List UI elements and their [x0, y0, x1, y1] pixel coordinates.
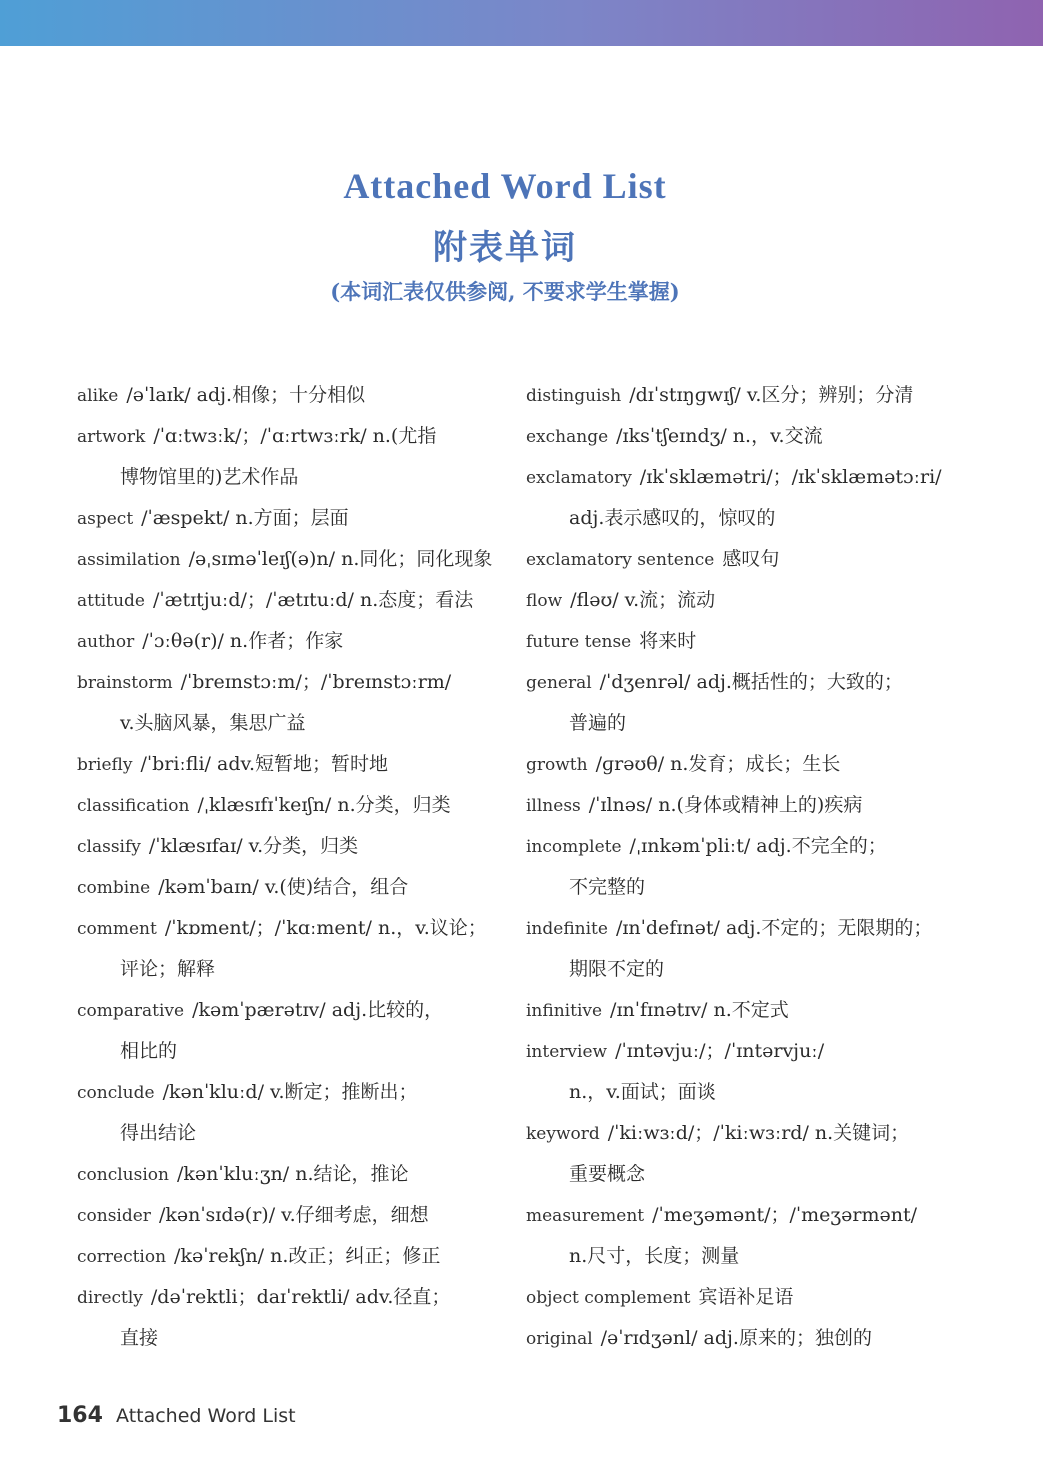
headword: brainstorm — [77, 673, 173, 693]
definition-text: /ˈɪlnəs/ n.(身体或精神上的)疾病 — [588, 794, 863, 816]
definition-text: /ɪksˈtʃeɪndʒ/ n.，v.交流 — [616, 425, 823, 447]
definition-text: /kəmˈpærətɪv/ adj.比较的， — [192, 999, 444, 1021]
headword: exchange — [526, 427, 609, 447]
definition-text: /ɪnˈdefɪnət/ adj.不定的；无限期的； — [615, 917, 933, 939]
definition-text: /ˈdʒenrəl/ adj.概括性的；大致的； — [599, 671, 903, 693]
headword: keyword — [526, 1124, 600, 1144]
word-entry — [526, 990, 1006, 1031]
word-entry-continuation — [77, 1113, 517, 1154]
definition-text: /əˌsɪməˈleɪʃ(ə)n/ n.同化；同化现象 — [188, 548, 493, 570]
headword: conclusion — [77, 1165, 169, 1185]
headword: infinitive — [526, 1001, 603, 1021]
headword: illness — [526, 796, 581, 816]
word-entry — [77, 498, 517, 539]
word-entry — [77, 990, 517, 1031]
word-entry — [77, 908, 517, 949]
definition-text: /dəˈrektli；daɪˈrektli/ adv.径直； — [150, 1286, 451, 1308]
definition-text: /ˈkiːwɜːd/；/ˈkiːwɜːrd/ n.关键词； — [607, 1122, 910, 1144]
word-entry-continuation — [526, 703, 1006, 744]
headword: aspect — [77, 509, 134, 529]
word-entry-continuation — [77, 949, 517, 990]
word-entry — [526, 580, 1006, 621]
left-word-column — [77, 375, 517, 1359]
page-subtitle: (本词汇表仅供参阅, 不要求学生掌握) — [330, 279, 680, 304]
definition-text: v.头脑风暴，集思广益 — [120, 712, 306, 734]
definition-text: /ɪkˈsklæmətri/；/ɪkˈsklæmətɔːri/ — [639, 466, 942, 488]
definition-text: 不完整的 — [569, 876, 646, 898]
word-entry-continuation — [526, 949, 1006, 990]
page-number: 164 — [57, 1403, 103, 1428]
word-entry — [526, 1318, 1006, 1359]
headword: indefinite — [526, 919, 608, 939]
word-entry — [526, 744, 1006, 785]
word-entry-continuation — [526, 1236, 1006, 1277]
top-color-bar — [0, 0, 1043, 46]
headword: comment — [77, 919, 157, 939]
definition-text: 评论；解释 — [120, 958, 216, 980]
word-entry — [77, 744, 517, 785]
word-entry — [526, 1113, 1006, 1154]
headword: distinguish — [526, 386, 622, 406]
headword: future tense — [526, 632, 632, 652]
word-entry — [77, 621, 517, 662]
word-entry — [77, 539, 517, 580]
word-entry — [526, 1195, 1006, 1236]
word-entry-continuation — [526, 1154, 1006, 1195]
word-entry-continuation — [526, 1072, 1006, 1113]
definition-text: /ˈæspekt/ n.方面；层面 — [141, 507, 349, 529]
word-entry — [526, 539, 1006, 580]
headword: classify — [77, 837, 141, 857]
headword: flow — [526, 591, 563, 611]
headword: growth — [526, 755, 588, 775]
word-entry-continuation — [77, 703, 517, 744]
definition-text: /ɡrəʊθ/ n.发育；成长；生长 — [595, 753, 841, 775]
word-entry — [77, 375, 517, 416]
definition-text: /ˌɪnkəmˈpliːt/ adj.不完全的； — [629, 835, 887, 857]
headword: alike — [77, 386, 119, 406]
headword: assimilation — [77, 550, 181, 570]
headword: attitude — [77, 591, 145, 611]
headword: directly — [77, 1288, 143, 1308]
word-entry — [77, 1072, 517, 1113]
word-entry — [526, 375, 1006, 416]
definition-text: /ˈbreɪnstɔːm/；/ˈbreɪnstɔːrm/ — [180, 671, 452, 693]
word-entry — [77, 416, 517, 457]
definition-text: /ˌklæsɪfɪˈkeɪʃn/ n.分类，归类 — [197, 794, 451, 816]
headword: classification — [77, 796, 190, 816]
definition-text: /ˈɪntəvjuː/；/ˈɪntərvjuː/ — [615, 1040, 825, 1062]
word-entry-continuation — [77, 1031, 517, 1072]
headword: measurement — [526, 1206, 645, 1226]
definition-text: /kənˈsɪdə(r)/ v.仔细考虑，细想 — [158, 1204, 429, 1226]
headword: original — [526, 1329, 593, 1349]
word-entry — [526, 416, 1006, 457]
headword: author — [77, 632, 135, 652]
headword: exclamatory sentence — [526, 550, 715, 570]
word-entry — [526, 1277, 1006, 1318]
right-word-column — [526, 375, 1006, 1359]
definition-text: /ˈkɒment/；/ˈkɑːment/ n.，v.议论； — [164, 917, 487, 939]
headword: general — [526, 673, 592, 693]
definition-text: /əˈlaɪk/ adj.相像；十分相似 — [126, 384, 366, 406]
definition-text: /kəmˈbaɪn/ v.(使)结合，组合 — [158, 876, 409, 898]
definition-text: 将来时 — [639, 630, 697, 652]
word-entry — [77, 1195, 517, 1236]
word-entry-continuation — [526, 498, 1006, 539]
headword: comparative — [77, 1001, 185, 1021]
definition-text: /ˈbriːfli/ adv.短暂地；暂时地 — [140, 753, 389, 775]
headword: consider — [77, 1206, 151, 1226]
footer-label: Attached Word List — [116, 1405, 296, 1427]
definition-text: /ˈɔːθə(r)/ n.作者；作家 — [142, 630, 344, 652]
word-entry-continuation — [526, 867, 1006, 908]
headword: correction — [77, 1247, 167, 1267]
definition-text: /kənˈkluːʒn/ n.结论，推论 — [176, 1163, 409, 1185]
word-entry — [77, 867, 517, 908]
word-entry — [526, 1031, 1006, 1072]
headword: conclude — [77, 1083, 155, 1103]
headword: combine — [77, 878, 151, 898]
word-entry — [526, 662, 1006, 703]
word-entry — [77, 1277, 517, 1318]
word-entry — [77, 1154, 517, 1195]
word-entry — [77, 826, 517, 867]
definition-text: 得出结论 — [120, 1122, 197, 1144]
definition-text: adj.表示感叹的，惊叹的 — [569, 507, 776, 529]
headword: exclamatory — [526, 468, 632, 488]
word-entry — [77, 580, 517, 621]
definition-text: 相比的 — [120, 1040, 178, 1062]
headword: artwork — [77, 427, 146, 447]
definition-text: 博物馆里的)艺术作品 — [120, 466, 299, 488]
word-entry — [77, 1236, 517, 1277]
word-entry — [526, 908, 1006, 949]
page-title-chinese: 附表单词 — [433, 228, 577, 268]
word-entry — [526, 457, 1006, 498]
headword: interview — [526, 1042, 608, 1062]
definition-text: /dɪˈstɪŋɡwɪʃ/ v.区分；辨别；分清 — [629, 384, 914, 406]
word-entry — [77, 785, 517, 826]
word-entry — [77, 662, 517, 703]
definition-text: /ɪnˈfɪnətɪv/ n.不定式 — [610, 999, 789, 1021]
headword: incomplete — [526, 837, 622, 857]
word-entry — [526, 785, 1006, 826]
definition-text: /kənˈkluːd/ v.断定；推断出； — [162, 1081, 418, 1103]
page-footer — [57, 1403, 296, 1428]
definition-text: 普遍的 — [569, 712, 627, 734]
definition-text: /ˈɑːtwɜːk/；/ˈɑːrtwɜːrk/ n.(尤指 — [153, 425, 437, 447]
definition-text: 感叹句 — [722, 548, 780, 570]
definition-text: n.尺寸，长度；测量 — [569, 1245, 740, 1267]
definition-text: /fləʊ/ v.流；流动 — [570, 589, 716, 611]
definition-text: /ˈklæsɪfaɪ/ v.分类，归类 — [148, 835, 359, 857]
word-entry-continuation — [77, 457, 517, 498]
definition-text: n.，v.面试；面谈 — [569, 1081, 716, 1103]
definition-text: /əˈrɪdʒənl/ adj.原来的；独创的 — [600, 1327, 872, 1349]
definition-text: /ˈætɪtjuːd/；/ˈætɪtuːd/ n.态度；看法 — [152, 589, 474, 611]
headword: briefly — [77, 755, 133, 775]
definition-text: 期限不定的 — [569, 958, 665, 980]
definition-text: 宾语补足语 — [698, 1286, 794, 1308]
page-title-english: Attached Word List — [343, 166, 667, 206]
headword: object complement — [526, 1288, 691, 1308]
definition-text: 直接 — [120, 1327, 159, 1349]
definition-text: 重要概念 — [569, 1163, 646, 1185]
definition-text: /kəˈrekʃn/ n.改正；纠正；修正 — [174, 1245, 441, 1267]
word-entry — [526, 621, 1006, 662]
definition-text: /ˈmeʒəmənt/；/ˈmeʒərmənt/ — [652, 1204, 917, 1226]
word-entry-continuation — [77, 1318, 517, 1359]
word-entry — [526, 826, 1006, 867]
